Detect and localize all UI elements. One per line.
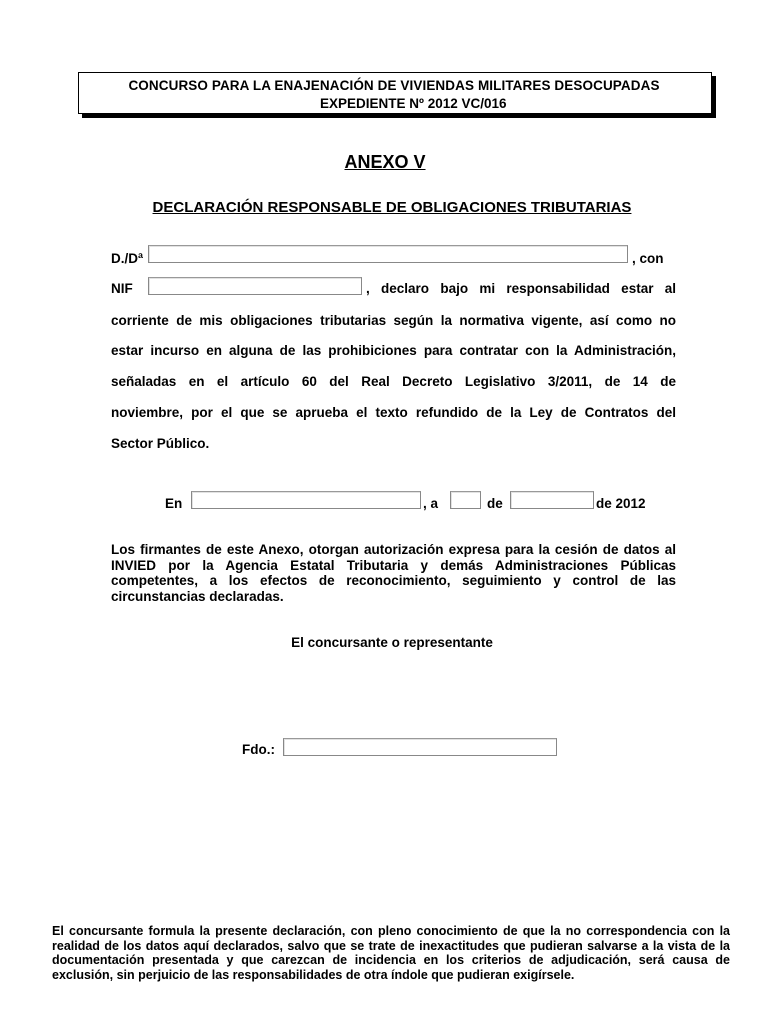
- year-label: de 2012: [596, 496, 646, 511]
- page-title: [0, 152, 770, 173]
- authorization-paragraph: Los firmantes de este Anexo, otorgan autorización expresa para la cesión de datos al INVIED por la Agencia Estatal Tributaria y demás Administraciones Públicas competentes, a los efectos de reconocimiento, seguimiento y control de las circunstancias declaradas.: [111, 542, 676, 604]
- signer-label: El concursante o representante: [291, 635, 493, 650]
- body-line-2: estar incurso en alguna de las prohibiciones para contratar con la Administración,: [111, 343, 676, 358]
- month-label: de: [487, 496, 503, 511]
- footer-disclaimer: El concursante formula la presente declaración, con pleno conocimiento de que la no correspondencia con la realidad de los datos aquí declarados, salvo que se trate de inexactitudes que pudieran salvarse a la vista de la documentación presentada y que carezcan de incidencia en los criterios de adjudicación, será causa de exclusión, sin perjuicio de las responsabilidades de otra índole que pudieran exigírsele.: [52, 924, 730, 982]
- nif-field[interactable]: [148, 277, 362, 295]
- day-label: , a: [423, 496, 439, 511]
- body-line-5: Sector Público.: [111, 436, 210, 451]
- body-line-4: noviembre, por el que se aprueba el texto refundido de la Ley de Contratos del: [111, 405, 676, 420]
- nif-suffix: , declaro bajo mi responsabilidad estar al: [366, 281, 676, 296]
- place-label: En: [165, 496, 183, 511]
- name-field[interactable]: [148, 245, 628, 263]
- day-field[interactable]: [450, 491, 481, 509]
- body-line-1: corriente de mis obligaciones tributarias según la normativa vigente, así como no: [111, 313, 676, 328]
- header-file-number: EXPEDIENTE Nº 2012 VC/016: [320, 96, 507, 111]
- signature-field[interactable]: [283, 738, 557, 756]
- header-title: CONCURSO PARA LA ENAJENACIÓN DE VIVIENDAS MILITARES DESOCUPADAS: [128, 78, 660, 93]
- nif-label: NIF: [111, 281, 133, 296]
- page-title-text: ANEXO V: [344, 152, 426, 172]
- month-field[interactable]: [510, 491, 594, 509]
- page-subtitle-text: DECLARACIÓN RESPONSABLE DE OBLIGACIONES TRIBUTARIAS: [152, 199, 632, 216]
- body-line-3: señaladas en el artículo 60 del Real Decreto Legislativo 3/2011, de 14 de: [111, 374, 676, 389]
- name-label: D./Dª: [111, 251, 143, 266]
- name-suffix: , con: [632, 251, 664, 266]
- signature-label: Fdo.:: [242, 742, 275, 757]
- page-subtitle: [0, 199, 770, 216]
- place-field[interactable]: [191, 491, 421, 509]
